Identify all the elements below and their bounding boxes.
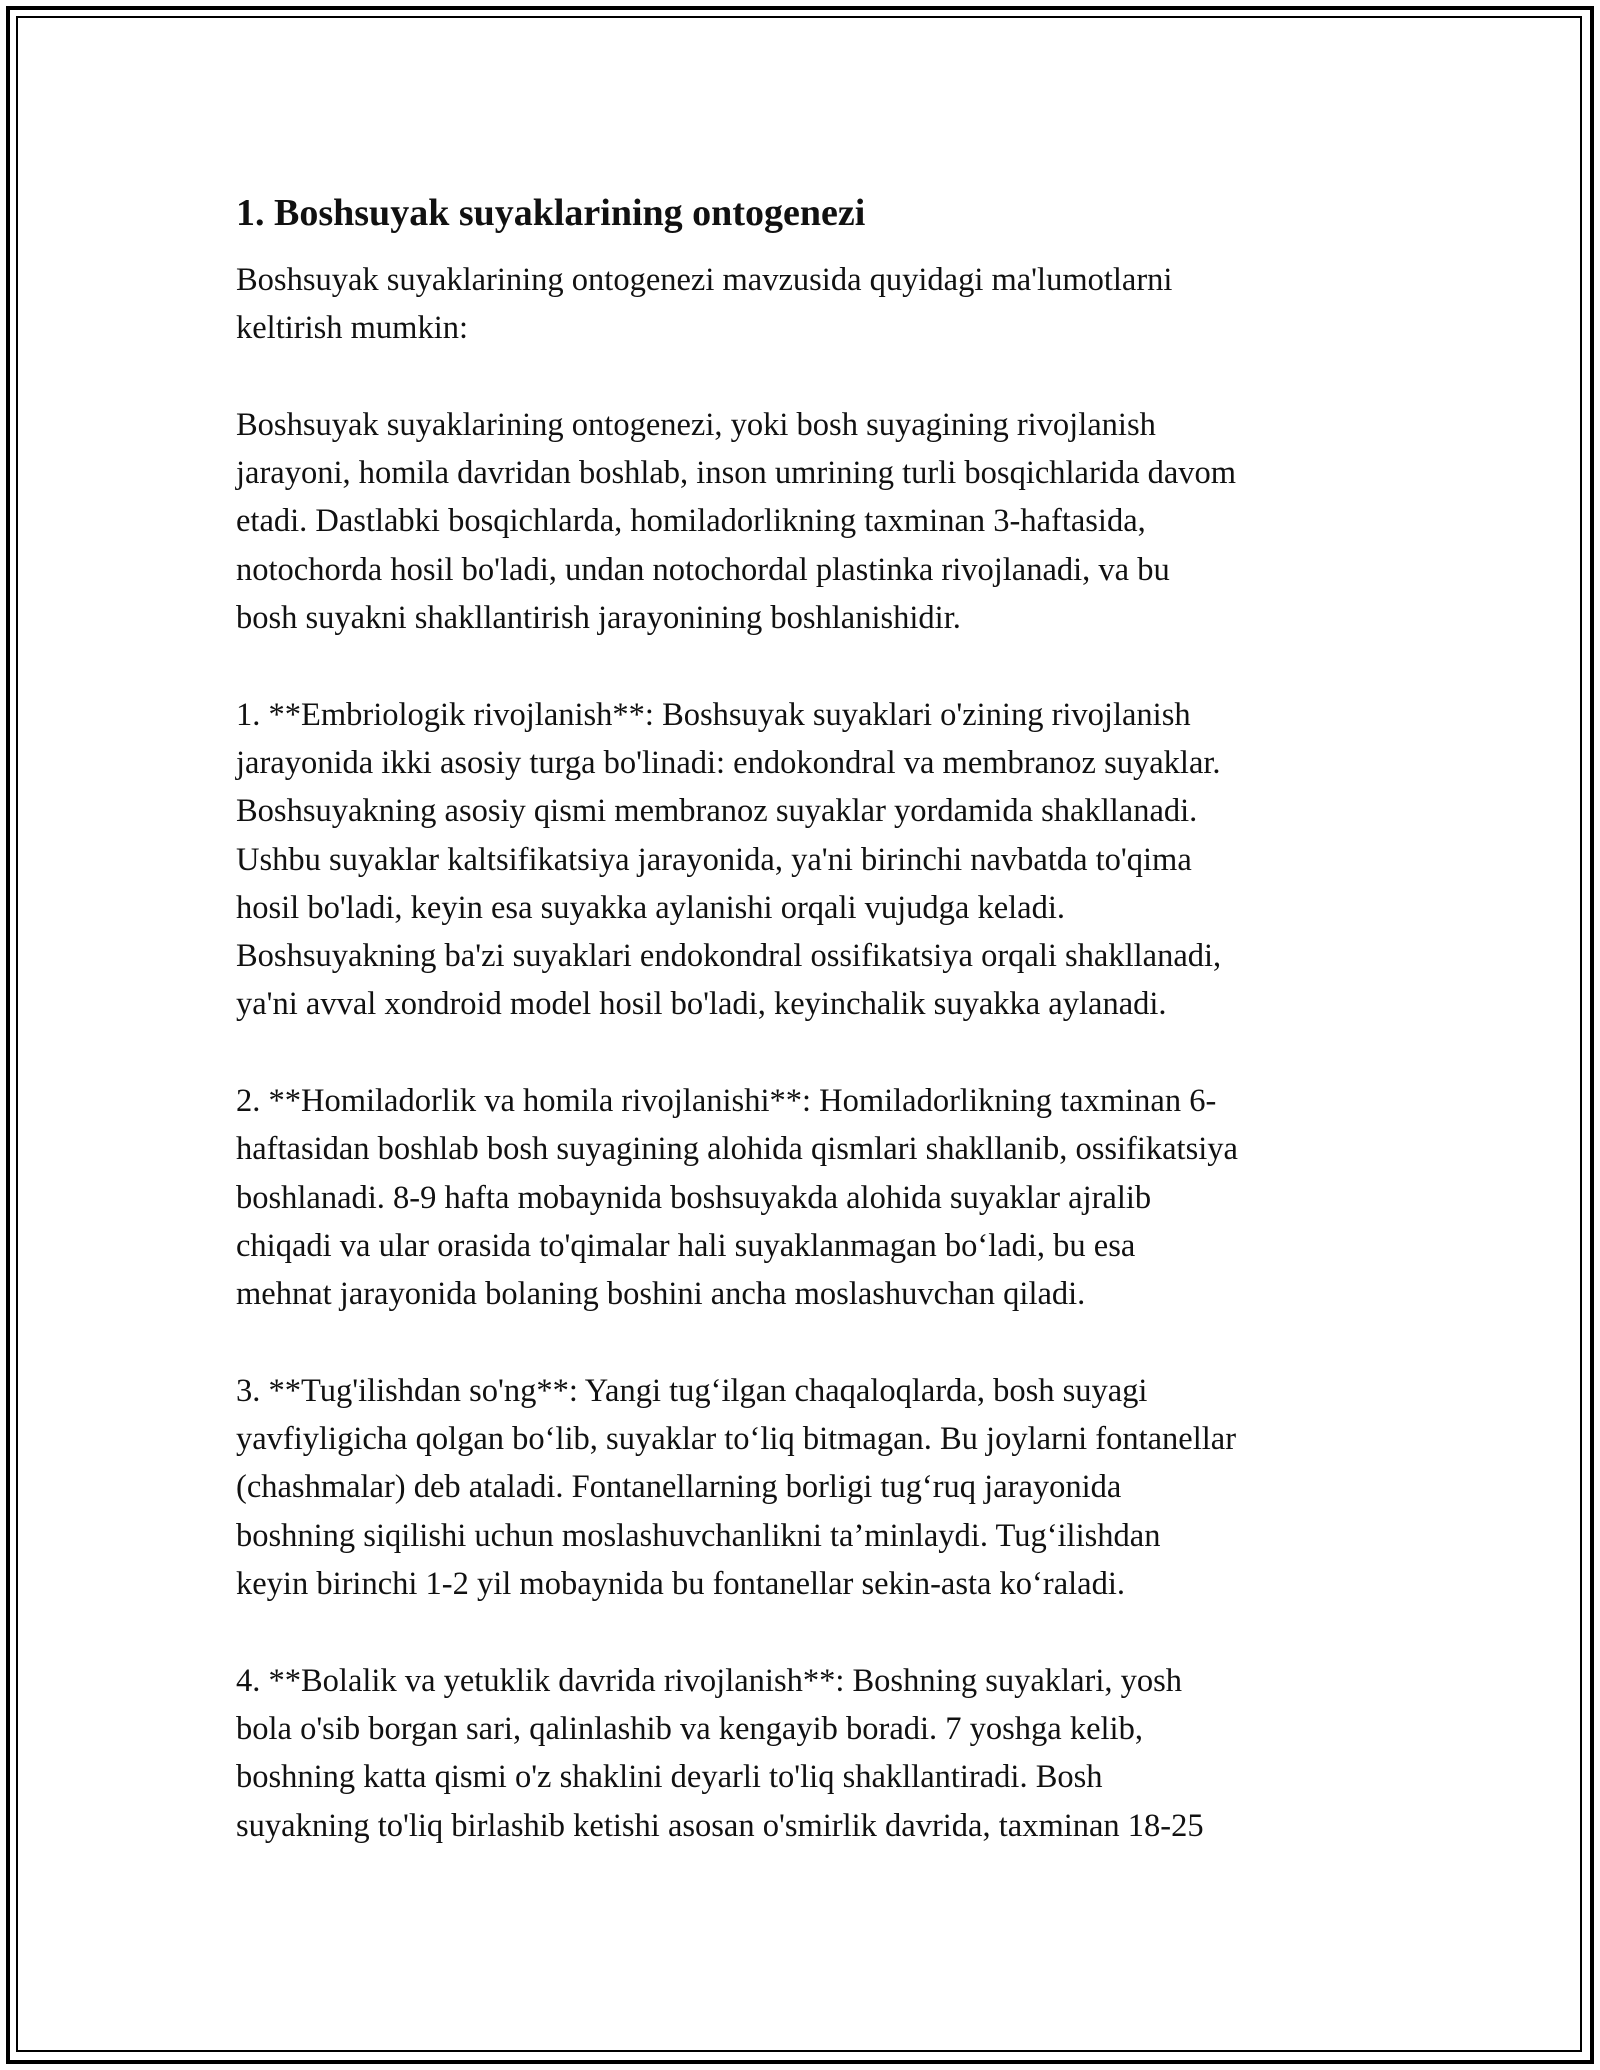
overview-paragraph: Boshsuyak suyaklarining ontogenezi, yoki bosh suyagining rivojlanish jarayoni, homila davridan boshlab, inson umrining turli bosqichlarida davom etadi. Dastlabki bosqichlarda, homiladorlikning taxminan 3-haftasida, notochorda hosil bo'ladi, undan notochordal plastinka rivojlanadi, va bu bosh suyakni shakllantirish jarayonining boshlanishidir. [236, 406, 1237, 637]
list-item-embryologic: 1. **Embriologik rivojlanish**: Boshsuyak suyaklari o'zining rivojlanish jarayonida ikki asosiy turga bo'linadi: endokondral va membranoz suyaklar. Boshsuyakning asosiy qismi membranoz suyaklar yordamida shakllanadi. Ushbu suyaklar kaltsifikatsiya jarayonida, ya'ni birinchi navbatda to'qima hosil bo'ladi, keyin esa suyakka aylanishi orqali vujudga keladi. Boshsuyakning ba'zi suyaklari endokondral ossifikatsiya orqali shakllanadi, ya'ni avval xondroid model hosil bo'ladi, keyinchalik suyakka aylanadi. [236, 696, 1222, 1023]
document-body [236, 188, 1376, 1898]
list-item-pregnancy: 2. **Homiladorlik va homila rivojlanishi**: Homiladorlikning taxminan 6- haftasidan boshlab bosh suyagining alohida qismlari shakllanib, ossifikatsiya boshlanadi. 8-9 hafta mobaynida boshsuyakda alohida suyaklar ajralib chiqadi va ular orasida to'qimalar hali suyaklanmagan bo‘ladi, bu esa mehnat jarayonida bolaning boshini ancha moslashuvchan qiladi. [236, 1083, 1238, 1313]
intro-paragraph: Boshsuyak suyaklarining ontogenezi mavzusida quyidagi ma'lumotlarni keltirish mumkin: [236, 262, 1173, 347]
list-item-after-birth: 3. **Tug'ilishdan so'ng**: Yangi tug‘ilgan chaqaloqlarda, bosh suyagi yavfiyligicha qolgan bo‘lib, suyaklar to‘liq bitmagan. Bu joylarni fontanellar (chashmalar) deb ataladi. Fontanellarning borligi tug‘ruq jarayonida boshning siqilishi uchun moslashuvchanlikni ta’minlaydi. Tug‘ilishdan keyin birinchi 1-2 yil mobaynida bu fontanellar sekin-asta ko‘raladi. [236, 1372, 1237, 1603]
section-title: 1. Boshsuyak suyaklarining ontogenezi [236, 192, 866, 234]
list-item-childhood: 4. **Bolalik va yetuklik davrida rivojlanish**: Boshning suyaklari, yosh bola o'sib borgan sari, qalinlashib va kengayib boradi. 7 yoshga kelib, boshning katta qismi o'z shaklini deyarli to'liq shakllantiradi. Bosh suyakning to'liq birlashib ketishi asosan o'smirlik davrida, taxminan 18-25 [236, 1662, 1204, 1844]
